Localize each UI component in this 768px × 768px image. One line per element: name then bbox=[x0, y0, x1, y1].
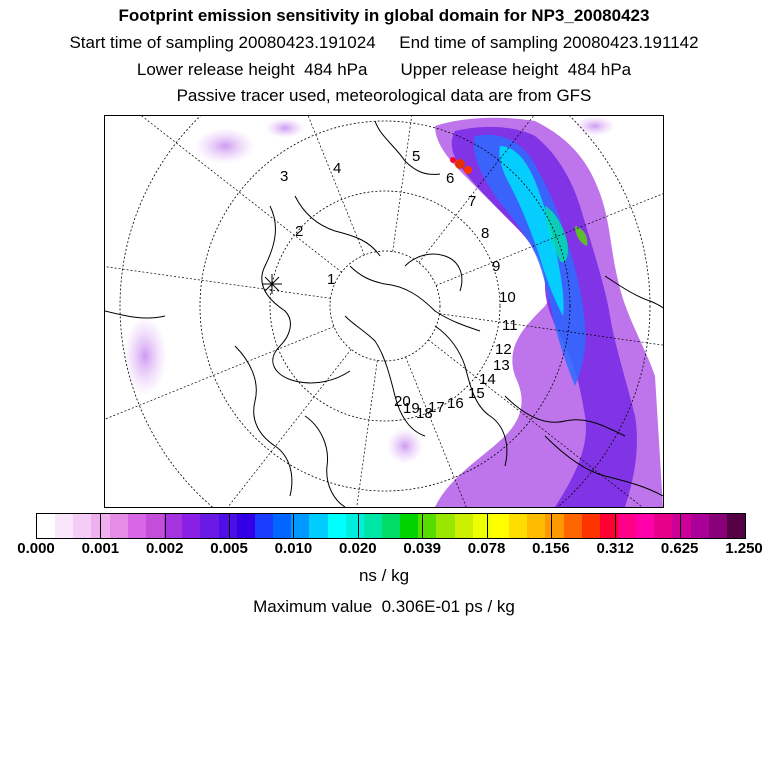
colorbar-tick-label: 0.002 bbox=[145, 540, 184, 557]
colorbar-tick-label: 0.625 bbox=[660, 540, 699, 557]
trajectory-label: 10 bbox=[499, 289, 516, 306]
trajectory-label: 17 bbox=[428, 399, 445, 416]
colorbar-cell bbox=[273, 514, 291, 538]
colorbar-tick-label: 0.001 bbox=[81, 540, 120, 557]
colorbar-separator bbox=[487, 514, 488, 538]
trajectory-label: 7 bbox=[468, 193, 477, 210]
colorbar-cell bbox=[636, 514, 654, 538]
colorbar-separator bbox=[680, 514, 681, 538]
colorbar-cell bbox=[200, 514, 218, 538]
trajectory-label: 18 bbox=[416, 405, 433, 422]
trajectory-label: 20 bbox=[394, 393, 411, 410]
colorbar-cell bbox=[255, 514, 273, 538]
trajectory-label: 12 bbox=[495, 341, 512, 358]
colorbar-separator bbox=[358, 514, 359, 538]
colorbar-cell bbox=[346, 514, 364, 538]
trajectory-label: 6 bbox=[446, 170, 455, 187]
colorbar-cell bbox=[328, 514, 346, 538]
trajectory-label: 2 bbox=[295, 223, 304, 240]
trajectory-label: 9 bbox=[492, 258, 501, 275]
footprint-plume bbox=[123, 116, 663, 507]
colorbar-cell bbox=[55, 514, 73, 538]
meridian-line bbox=[327, 360, 378, 507]
colorbar-cell bbox=[146, 514, 164, 538]
colorbar-cell bbox=[309, 514, 327, 538]
colorbar-tick-label: 0.005 bbox=[210, 540, 248, 557]
sampling-time-line: Start time of sampling 20080423.191024 End time of sampling 20080423.191142 bbox=[69, 33, 699, 52]
trajectory-label: 15 bbox=[468, 385, 485, 402]
colorbar-cell bbox=[509, 514, 527, 538]
colorbar-cell bbox=[436, 514, 454, 538]
colorbar-tick-label: 0.039 bbox=[403, 540, 441, 557]
release-height-line: Lower release height 484 hPa Upper release height 484 hPa bbox=[136, 60, 632, 79]
colorbar-cell bbox=[37, 514, 55, 538]
tracer-info-line: Passive tracer used, meteorological data are from GFS bbox=[176, 86, 592, 105]
colorbar-cell bbox=[691, 514, 709, 538]
colorbar-tick-label: 0.010 bbox=[274, 540, 313, 557]
colorbar-tick-label: 0.156 bbox=[532, 540, 570, 557]
trajectory-label: 11 bbox=[502, 317, 518, 334]
colorbar-cell bbox=[455, 514, 473, 538]
maximum-value-note: Maximum value 0.306E-01 ps / kg bbox=[253, 597, 515, 616]
colorbar-cell bbox=[219, 514, 237, 538]
colorbar-cell bbox=[73, 514, 91, 538]
trajectory-label: 16 bbox=[447, 395, 464, 412]
trajectory-label: 5 bbox=[412, 148, 421, 165]
colorbar-separator bbox=[422, 514, 423, 538]
colorbar-tick-label: 1.250 bbox=[725, 540, 763, 557]
colorbar-cell bbox=[564, 514, 582, 538]
colorbar-cell bbox=[527, 514, 545, 538]
colorbar-unit: ns / kg bbox=[358, 566, 410, 585]
colorbar-tick-label: 0.020 bbox=[339, 540, 377, 557]
colorbar-cell bbox=[364, 514, 382, 538]
trajectory-label: 4 bbox=[333, 160, 342, 177]
colorbar-cell bbox=[618, 514, 636, 538]
colorbar-cell bbox=[582, 514, 600, 538]
colorbar-separator bbox=[293, 514, 294, 538]
colorbar-tick-label: 0.000 bbox=[17, 540, 55, 557]
trajectory-label: 3 bbox=[280, 168, 289, 185]
colorbar-cell bbox=[545, 514, 563, 538]
plot-title: Footprint emission sensitivity in global domain for NP3_20080423 bbox=[118, 6, 650, 25]
colorbar-cell bbox=[727, 514, 745, 538]
colorbar-cell bbox=[110, 514, 128, 538]
colorbar-cell bbox=[654, 514, 672, 538]
colorbar-cell bbox=[473, 514, 491, 538]
colorbar-cell bbox=[237, 514, 255, 538]
trajectory-label: 8 bbox=[481, 225, 490, 242]
colorbar-tick-label: 0.078 bbox=[467, 540, 506, 557]
colorbar-separator bbox=[100, 514, 101, 538]
colorbar-separator bbox=[551, 514, 552, 538]
colorbar-separator bbox=[615, 514, 616, 538]
colorbar-cell bbox=[400, 514, 418, 538]
colorbar bbox=[36, 513, 746, 539]
trajectory-label: 13 bbox=[493, 357, 510, 374]
colorbar-cell bbox=[491, 514, 509, 538]
trajectory-label: 1 bbox=[327, 271, 336, 288]
colorbar-cell bbox=[182, 514, 200, 538]
polar-footprint-map bbox=[104, 115, 664, 508]
trajectory-label: 14 bbox=[479, 371, 496, 388]
colorbar-cell bbox=[418, 514, 436, 538]
meridian-line bbox=[393, 116, 444, 252]
colorbar-tick-label: 0.312 bbox=[596, 540, 635, 557]
trajectory-label: 19 bbox=[403, 400, 420, 417]
colorbar-cell bbox=[382, 514, 400, 538]
colorbar-cell bbox=[164, 514, 182, 538]
colorbar-cell bbox=[672, 514, 690, 538]
colorbar-cell bbox=[128, 514, 146, 538]
meridian-line bbox=[105, 248, 331, 299]
colorbar-cell bbox=[709, 514, 727, 538]
colorbar-separator bbox=[165, 514, 166, 538]
release-marker bbox=[262, 274, 282, 294]
colorbar-separator bbox=[229, 514, 230, 538]
